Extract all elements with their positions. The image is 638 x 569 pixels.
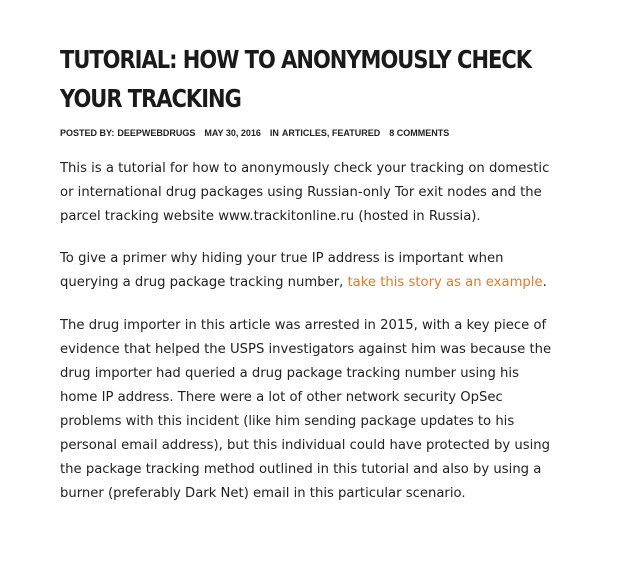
article	[60, 40, 560, 506]
paragraph-primer-end: .	[542, 275, 547, 290]
article-title: TUTORIAL: HOW TO ANONYMOUSLY CHECK YOUR TRACKING	[60, 45, 532, 113]
comments-link[interactable]: 8 COMMENTS	[389, 128, 450, 138]
posted-by-label: POSTED BY:	[60, 128, 115, 138]
paragraph-intro: This is a tutorial for how to anonymously check your tracking on domestic or international drug packages using Russian-only Tor exit nodes and the parcel tracking website www.trackitonline.ru (hosted in Russia).	[60, 161, 550, 224]
post-meta	[60, 127, 560, 139]
story-example-link[interactable]: take this story as an example	[347, 275, 543, 290]
categories-link[interactable]: ARTICLES, FEATURED	[281, 128, 381, 138]
post-date: MAY 30, 2016	[204, 128, 261, 138]
paragraph-story: The drug importer in this article was arrested in 2015, with a key piece of evidence that helped the USPS investigators against him was because the drug importer had queried a drug package tracking number using his home IP address. There were a lot of other network security OpSec problems with this incident (like him sending package updates to his personal email address), but this individual could have protected by using the package tracking method outlined in this tutorial and also by using a burner (preferably Dark Net) email in this particular scenario.	[60, 318, 552, 501]
paragraph-primer	[60, 247, 560, 295]
author-link[interactable]: DEEPWEBDRUGS	[117, 128, 196, 138]
paragraph-primer-text: To give a primer why hiding your true IP address is important when querying a drug package tracking number,	[60, 251, 504, 290]
in-label: IN	[269, 128, 279, 138]
